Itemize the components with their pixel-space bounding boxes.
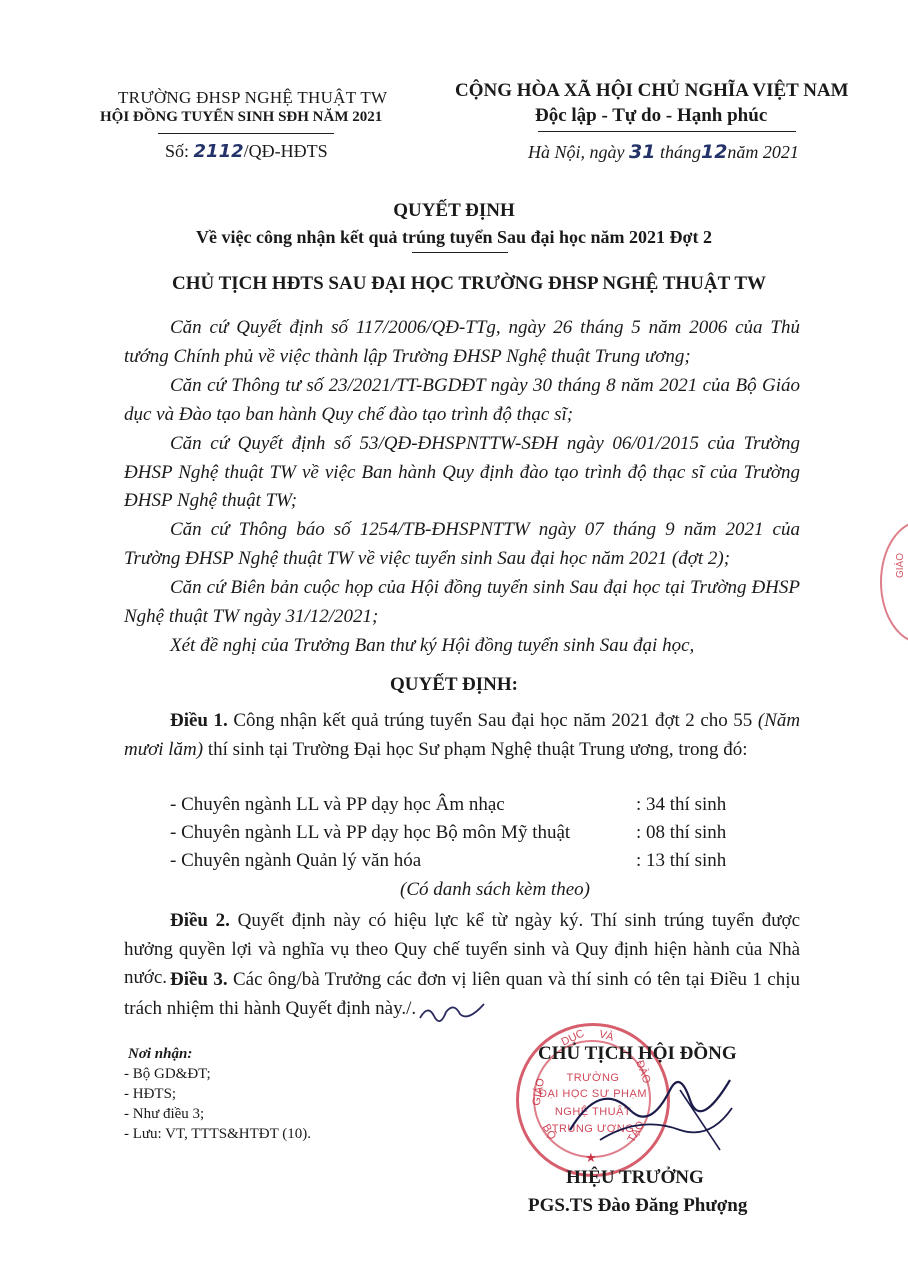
date-month-label: tháng xyxy=(659,142,701,162)
article-1-text-b: thí sinh tại Trường Đại học Sư phạm Nghệ thuật Trung ương, trong đó: xyxy=(207,738,748,760)
number-suffix: /QĐ-HĐTS xyxy=(243,141,328,161)
subject-rule xyxy=(412,252,508,253)
recipient-4: - Lưu: VT, TTTS&HTĐT (10). xyxy=(124,1126,312,1142)
article-3-text: Các ông/bà Trưởng các đơn vị liên quan và thí sinh có tên tại Điều 1 chịu trách nhiệm thi hành Quyết định này./. xyxy=(124,969,800,1019)
authority-line: CHỦ TỊCH HĐTS SAU ĐẠI HỌC TRƯỜNG ĐHSP NGHỆ THUẬT TW xyxy=(171,273,767,294)
basis-4: Căn cứ Thông báo số 1254/TB-ĐHSPNTTW ngày 07 tháng 9 năm 2021 của Trường ĐHSP Nghệ thuật TW về việc tuyển sinh Sau đại học năm 2021 (đợt 2); xyxy=(124,519,800,569)
recipient-1: - Bộ GD&ĐT; xyxy=(124,1066,211,1082)
signer-position: HIỆU TRƯỞNG xyxy=(566,1167,704,1188)
motto-rule xyxy=(538,131,796,132)
nation-motto: Độc lập - Tự do - Hạnh phúc xyxy=(535,105,768,126)
major-1-name: - Chuyên ngành LL và PP dạy học Âm nhạc xyxy=(170,794,505,815)
basis-6: Xét đề nghị của Trưởng Ban thư ký Hội đồng tuyển sinh Sau đại học, xyxy=(170,635,695,656)
date-place: Hà Nội, ngày xyxy=(528,142,625,162)
date-month: 12 xyxy=(700,141,728,163)
decision-subject: Về việc công nhận kết quả trúng tuyển Sau đại học năm 2021 Đợt 2 xyxy=(195,227,713,247)
number-prefix: Số: xyxy=(165,141,190,161)
number-handwritten: 2112 xyxy=(193,141,244,162)
stamp-ring-5: ĐÀO xyxy=(633,1058,653,1086)
basis-3: Căn cứ Quyết định số 53/QĐ-ĐHSPNTTW-SĐH ngày 06/01/2015 của Trường ĐHSP Nghệ thuật TW về việc Ban hành Quy định đào tạo trình độ thạc sĩ của Trường ĐHSP Nghệ thuật TW; xyxy=(124,433,800,511)
stamp-ring-3: DỤC xyxy=(559,1027,587,1049)
edge-stamp xyxy=(880,520,908,644)
article-1-text-a: Công nhận kết quả trúng tuyển Sau đại học năm 2021 đợt 2 cho 55 xyxy=(233,710,753,731)
initials-signature xyxy=(416,998,488,1026)
recipient-2: - HĐTS; xyxy=(124,1086,177,1102)
stamp-ring-4: VÀ xyxy=(597,1028,615,1044)
article-3-label: Điều 3. xyxy=(170,969,228,990)
stamp-line-4: TRUNG ƯƠNG xyxy=(551,1123,635,1135)
article-2-label: Điều 2. xyxy=(170,910,230,931)
article-1 xyxy=(124,707,800,764)
basis-5: Căn cứ Biên bản cuộc họp của Hội đồng tuyển sinh Sau đại học tại Trường ĐHSP Nghệ thuật TW ngày 31/12/2021; xyxy=(124,577,800,627)
org-name: TRƯỜNG ĐHSP NGHỆ THUẬT TW xyxy=(118,88,388,107)
major-3-count: : 13 thí sinh xyxy=(636,850,727,871)
decision-subheading: QUYẾT ĐỊNH: xyxy=(390,674,518,695)
stamp-line-1: TRƯỜNG xyxy=(566,1072,620,1084)
handwritten-signature xyxy=(560,1060,740,1160)
stamp-star-icon: ★ xyxy=(585,1150,597,1165)
header-rule-left xyxy=(158,133,334,134)
major-2-name: - Chuyên ngành LL và PP dạy học Bộ môn Mỹ thuật xyxy=(170,822,571,843)
stamp-line-3: NGHỆ THUẬT xyxy=(554,1106,632,1118)
recipients-title: Nơi nhận: xyxy=(128,1046,193,1062)
article-1-label: Điều 1. xyxy=(170,710,228,731)
major-2-count: : 08 thí sinh xyxy=(636,822,727,843)
date-year: năm 2021 xyxy=(727,142,799,162)
document-number xyxy=(165,141,328,162)
basis-2: Căn cứ Thông tư số 23/2021/TT-BGDĐT ngày 30 tháng 8 năm 2021 của Bộ Giáo dục và Đào tạo ban hành Quy chế đào tạo trình độ thạc sĩ; xyxy=(124,375,800,425)
decision-heading: QUYẾT ĐỊNH xyxy=(393,200,515,221)
stamp-line-2: ĐẠI HỌC SƯ PHẠM xyxy=(539,1088,647,1100)
attached-list-note: (Có danh sách kèm theo) xyxy=(400,879,590,900)
article-2-text: Quyết định này có hiệu lực kể từ ngày ký. Thí sinh trúng tuyển được hưởng quyền lợi và nghĩa vụ theo Quy chế tuyển sinh và Quy định hiện hành của Nhà nước. xyxy=(124,910,800,988)
date-day: 31 xyxy=(629,141,656,163)
stamp-ring-2: GIÁO xyxy=(530,1077,548,1107)
nation-title: CỘNG HÒA XÃ HỘI CHỦ NGHĨA VIỆT NAM xyxy=(455,80,849,101)
council-name: HỘI ĐỒNG TUYỂN SINH SĐH NĂM 2021 xyxy=(100,109,383,125)
stamp-ring-1: BỘ xyxy=(539,1122,559,1142)
issue-date xyxy=(528,141,799,163)
stamp-ring-6: TẠO xyxy=(625,1119,648,1145)
basis-1: Căn cứ Quyết định số 117/2006/QĐ-TTg, ngày 26 tháng 5 năm 2006 của Thủ tướng Chính phủ về việc thành lập Trường ĐHSP Nghệ thuật Trung ương; xyxy=(124,317,800,367)
major-1-count: : 34 thí sinh xyxy=(636,794,727,815)
major-3-name: - Chuyên ngành Quản lý văn hóa xyxy=(170,850,422,871)
recipient-3: - Như điều 3; xyxy=(124,1106,205,1122)
edge-stamp-text: GIÁO xyxy=(895,552,907,579)
signer-role: CHỦ TỊCH HỘI ĐỒNG xyxy=(538,1043,737,1064)
article-1-italic: (Năm mươi lăm) xyxy=(124,710,801,760)
signer-name: PGS.TS Đào Đăng Phượng xyxy=(528,1195,748,1216)
